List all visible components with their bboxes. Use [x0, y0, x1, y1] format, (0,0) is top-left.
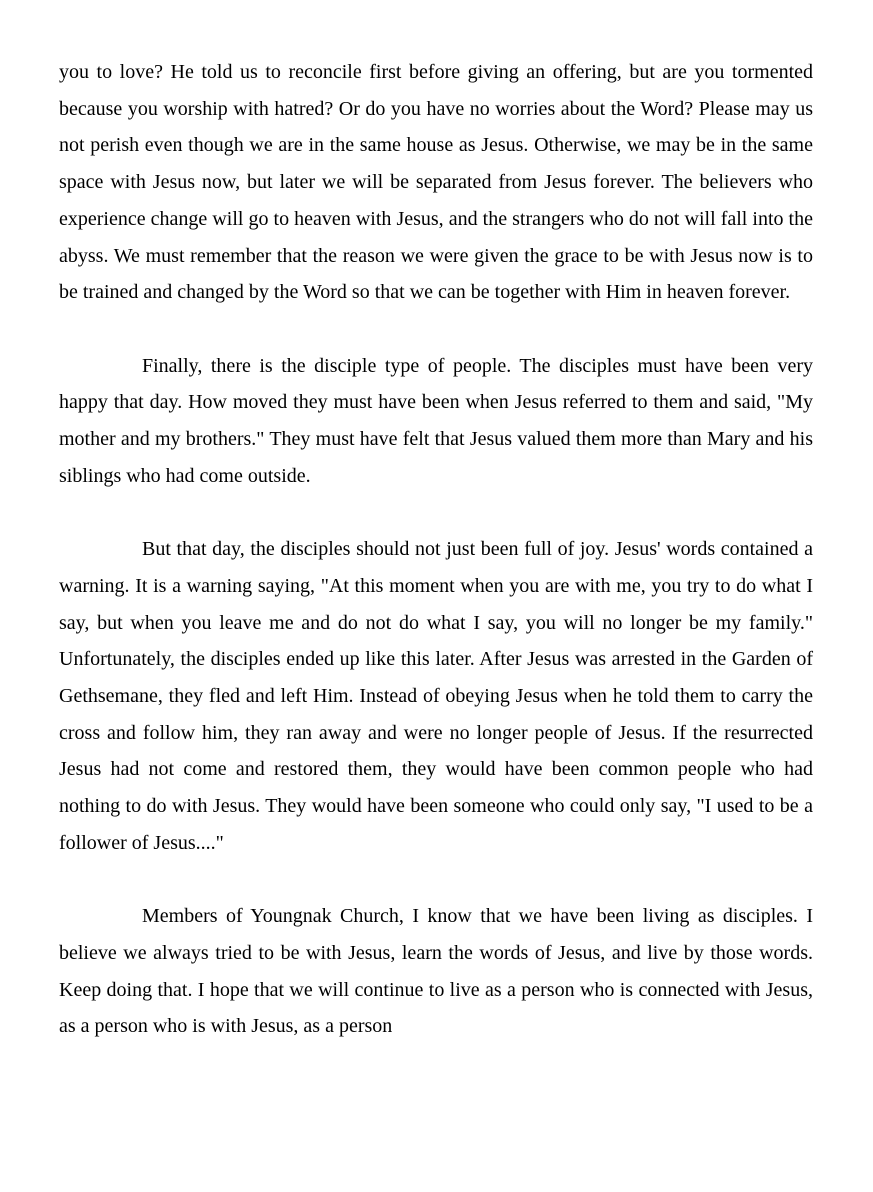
paragraph-4: Members of Youngnak Church, I know that we have been living as disciples. I believe we always tried to be with Jesus, learn the words of Jesus, and live by those words. Keep doing that. I hope that we will continue to live as a person who is connected with Jesus, as a person who is with Jesus, as a person [59, 905, 813, 1038]
paragraph-2: Finally, there is the disciple type of people. The disciples must have been very happy that day. How moved they must have been when Jesus referred to them and said, "My mother and my brothers." They must have felt that Jesus valued them more than Mary and his siblings who had come outside. [59, 354, 813, 487]
document-body [59, 54, 813, 1045]
paragraph-1: you to love? He told us to reconcile first before giving an offering, but are you tormented because you worship with hatred? Or do you have no worries about the Word? Please may us not perish even though we are in the same house as Jesus. Otherwise, we may be in the same space with Jesus now, but later we will be separated from Jesus forever. The believers who experience change will go to heaven with Jesus, and the strangers who do not will fall into the abyss. We must remember that the reason we were given the grace to be with Jesus now is to be trained and changed by the Word so that we can be together with Him in heaven forever. [59, 61, 813, 304]
paragraph-3: But that day, the disciples should not just been full of joy. Jesus' words contained a warning. It is a warning saying, "At this moment when you are with me, you try to do what I say, but when you leave me and do not do what I say, you will no longer be my family." Unfortunately, the disciples ended up like this later. After Jesus was arrested in the Garden of Gethsemane, they fled and left Him. Instead of obeying Jesus when he told them to carry the cross and follow him, they ran away and were no longer people of Jesus. If the resurrected Jesus had not come and restored them, they would have been common people who had nothing to do with Jesus. They would have been someone who could only say, "I used to be a follower of Jesus...." [59, 538, 813, 854]
